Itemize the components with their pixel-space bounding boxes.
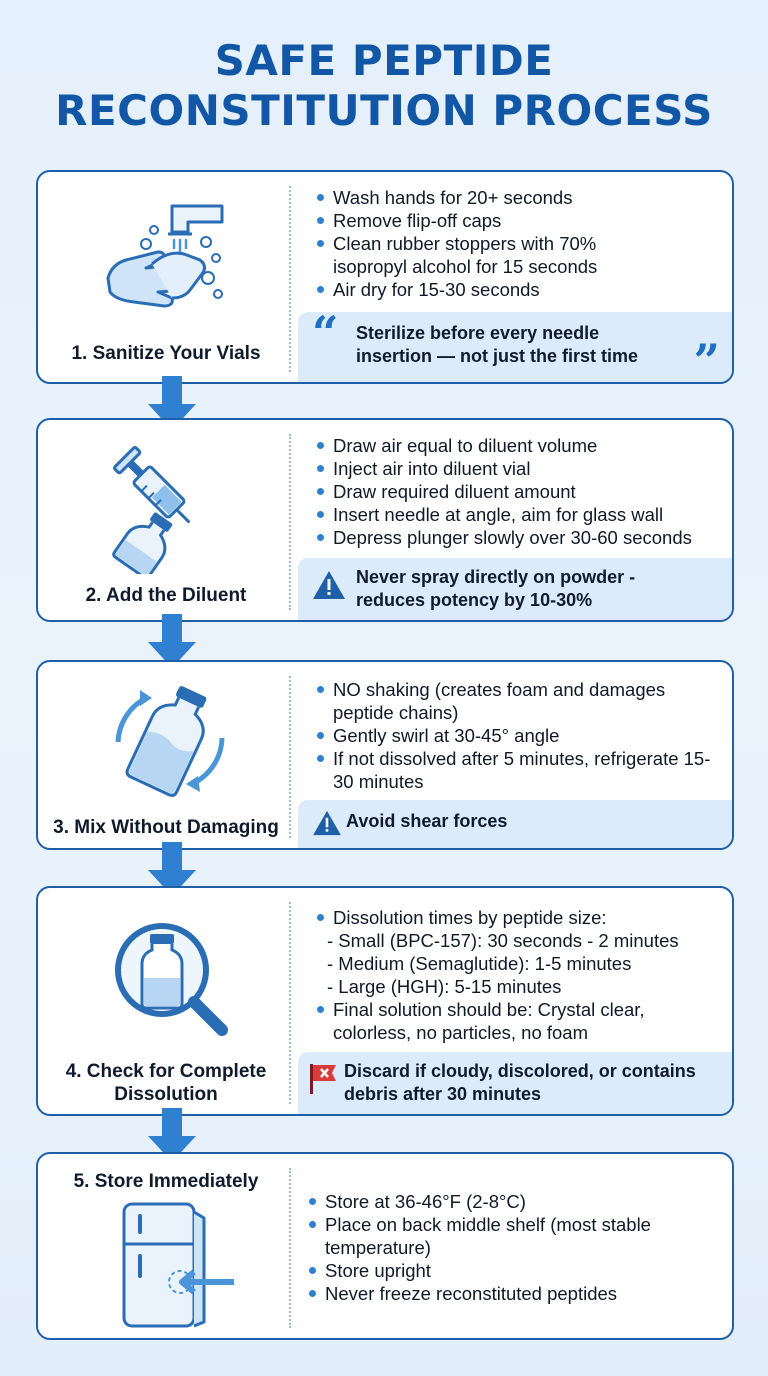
list-item: - Small (BPC-157): 30 seconds - 2 minutes	[327, 930, 679, 951]
step-4-divider	[289, 902, 291, 1104]
list-item: Clean rubber stoppers with 70% isopropyl alcohol for 15 seconds	[316, 232, 646, 278]
title-line-1: SAFE PEPTIDE	[214, 36, 554, 85]
step-3-label: 3. Mix Without Damaging	[53, 817, 279, 838]
list-item: Never freeze reconstituted peptides	[308, 1282, 718, 1305]
step-2-label: 2. Add the Diluent	[85, 585, 247, 606]
list-item: Final solution should be: Crystal clear, colorless, no particles, no foam	[316, 998, 726, 1044]
step-card-4	[36, 886, 734, 1116]
step-1-callout-text: Sterilize before every needle insertion — not just the first time	[356, 323, 639, 366]
list-item: Wash hands for 20+ seconds	[316, 186, 646, 209]
list-item: - Large (HGH): 5-15 minutes	[327, 976, 562, 997]
list-item: Dissolution times by peptide size:	[316, 906, 726, 929]
swirl-vial-icon	[100, 680, 240, 800]
page-title	[0, 36, 768, 136]
list-item: Depress plunger slowly over 30-60 seconds	[316, 526, 734, 549]
step-5-divider	[289, 1168, 291, 1328]
list-item: Insert needle at angle, aim for glass wall	[316, 503, 734, 526]
magnifier-vial-icon	[112, 920, 232, 1040]
title-line-2: RECONSTITUTION PROCESS	[55, 86, 713, 135]
step-3-bullets	[316, 678, 726, 793]
washing-hands-icon	[102, 194, 232, 314]
step-3-callout	[298, 800, 734, 850]
list-item: Store at 36-46°F (2-8°C)	[308, 1190, 718, 1213]
syringe-vial-icon	[96, 434, 246, 574]
step-2-bullets	[316, 434, 734, 549]
list-item: Inject air into diluent vial	[316, 457, 734, 480]
step-4-callout-text: Discard if cloudy, discolored, or contains debris after 30 minutes	[344, 1061, 696, 1104]
step-1-divider	[289, 186, 291, 372]
step-1-callout	[298, 306, 734, 384]
step-4-callout	[298, 1052, 734, 1116]
step-card-1	[36, 170, 734, 384]
list-item: Remove flip-off caps	[316, 209, 646, 232]
list-item: Gently swirl at 30-45° angle	[316, 724, 726, 747]
step-2-divider	[289, 434, 291, 610]
step-4-bullets	[316, 906, 726, 1044]
step-card-3	[36, 660, 734, 850]
list-item: NO shaking (creates foam and damages peptide chains)	[316, 678, 726, 724]
red-flag-icon	[308, 1062, 338, 1094]
list-item: Draw air equal to diluent volume	[316, 434, 734, 457]
list-item: Place on back middle shelf (most stable temperature)	[308, 1213, 718, 1259]
list-item: Draw required diluent amount	[316, 480, 734, 503]
quote-open-icon: “	[312, 306, 339, 360]
step-3-divider	[289, 676, 291, 838]
warning-icon	[312, 570, 346, 600]
step-2-callout-text: Never spray directly on powder - reduces potency by 10-30%	[356, 567, 636, 610]
step-1-bullets	[316, 186, 646, 301]
list-item: If not dissolved after 5 minutes, refrigerate 15-30 minutes	[316, 747, 726, 793]
refrigerator-icon	[118, 1200, 238, 1332]
quote-close-icon: ”	[693, 334, 720, 384]
list-item: Air dry for 15-30 seconds	[316, 278, 646, 301]
step-card-5	[36, 1152, 734, 1340]
step-3-callout-text: Avoid shear forces	[346, 811, 508, 831]
step-2-callout	[298, 558, 734, 622]
step-5-label: 5. Store Immediately	[73, 1171, 259, 1192]
step-5-bullets	[308, 1190, 718, 1305]
warning-icon	[312, 810, 342, 836]
list-item: - Medium (Semaglutide): 1-5 minutes	[327, 953, 632, 974]
step-card-2	[36, 418, 734, 622]
list-item: Store upright	[308, 1259, 718, 1282]
step-4-label: 4. Check for Complete Dissolution	[65, 1061, 267, 1105]
step-1-label: 1. Sanitize Your Vials	[71, 343, 261, 364]
